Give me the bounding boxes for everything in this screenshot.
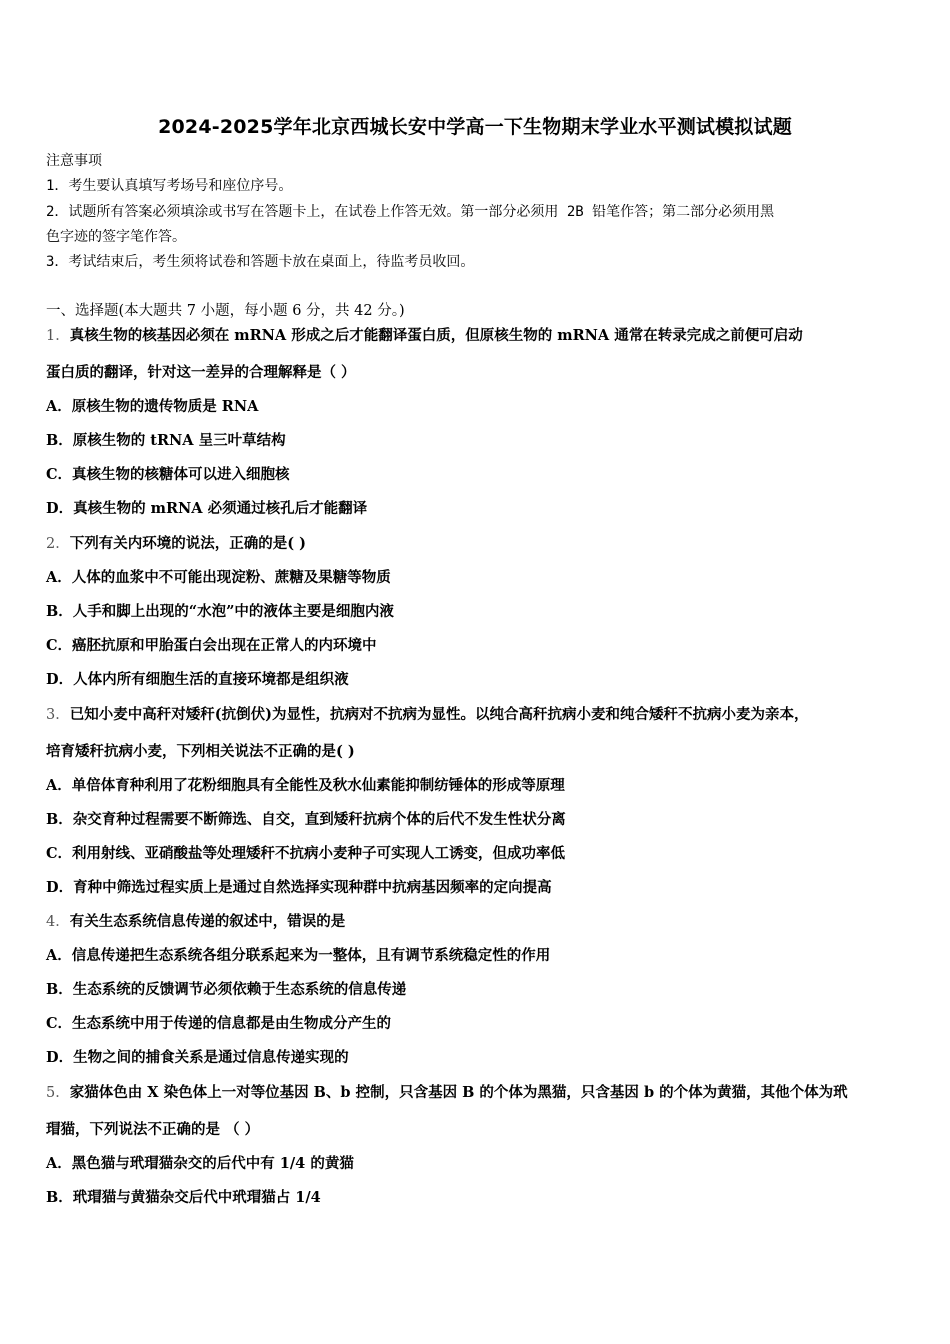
question-3 (46, 705, 916, 725)
section-heading: 一、选择题(本大题共 7 小题，每小题 6 分，共 42 分。) (46, 303, 405, 319)
option-c: C．真核生物的核糖体可以进入细胞核 (46, 466, 290, 483)
question-2 (46, 534, 916, 554)
option-d: D．人体内所有细胞生活的直接环境都是组织液 (46, 671, 349, 688)
option-c: C．癌胚抗原和甲胎蛋白会出现在正常人的内环境中 (46, 637, 377, 654)
notice-item: 1．考生要认真填写考场号和座位序号。 (46, 178, 293, 194)
option-b: B．玳瑁猫与黄猫杂交后代中玳瑁猫占 1/4 (46, 1189, 321, 1206)
question-number: 4． (46, 914, 70, 930)
question-1-cont: 蛋白质的翻译，针对这一差异的合理解释是（ ） (46, 364, 356, 381)
question-4 (46, 912, 916, 932)
option-d: D．育种中筛选过程实质上是通过自然选择实现种群中抗病基因频率的定向提高 (46, 879, 552, 896)
question-number: 1． (46, 328, 70, 344)
notice-heading: 注意事项 (46, 153, 102, 169)
question-text: 家猫体色由 X 染色体上一对等位基因 B、b 控制，只含基因 B 的个体为黑猫，只含基因 b 的个体为黄猫，其他个体为玳 (69, 1084, 848, 1101)
question-number: 2． (46, 536, 70, 552)
notice-item: 色字迹的签字笔作答。 (46, 229, 186, 245)
option-a: A．人体的血浆中不可能出现淀粉、蔗糖及果糖等物质 (46, 569, 391, 586)
question-3-cont: 培育矮秆抗病小麦，下列相关说法不正确的是( ) (46, 743, 355, 760)
option-b: B．人手和脚上出现的“水泡”中的液体主要是细胞内液 (46, 603, 394, 620)
question-5 (46, 1083, 916, 1103)
option-a: A．信息传递把生态系统各组分联系起来为一整体，且有调节系统稳定性的作用 (46, 947, 551, 964)
option-a: A．单倍体育种利用了花粉细胞具有全能性及秋水仙素能抑制纺锤体的形成等原理 (46, 777, 565, 794)
question-5-cont: 瑁猫，下列说法不正确的是 （ ） (46, 1121, 260, 1138)
question-text: 下列有关内环境的说法，正确的是( ) (69, 535, 307, 552)
notice-item: 3．考试结束后，考生须将试卷和答题卡放在桌面上，待监考员收回。 (46, 254, 475, 270)
option-c: C．利用射线、亚硝酸盐等处理矮秆不抗病小麦种子可实现人工诱变，但成功率低 (46, 845, 566, 862)
option-d: D．生物之间的捕食关系是通过信息传递实现的 (46, 1049, 349, 1066)
question-text: 已知小麦中高秆对矮秆(抗倒伏)为显性，抗病对不抗病为显性。以纯合高秆抗病小麦和纯合矮秆不抗病小麦为亲本， (69, 706, 809, 723)
option-b: B．杂交育种过程需要不断筛选、自交，直到矮秆抗病个体的后代不发生性状分离 (46, 811, 566, 828)
question-text: 真核生物的核基因必须在 mRNA 形成之后才能翻译蛋白质，但原核生物的 mRNA 通常在转录完成之前便可启动 (69, 327, 803, 344)
question-text: 有关生态系统信息传递的叙述中，错误的是 (69, 913, 346, 930)
question-number: 5． (46, 1085, 70, 1101)
notice-item: 2．试题所有答案必须填涂或书写在答题卡上，在试卷上作答无效。第一部分必须用 2B 铅笔作答；第二部分必须用黑 (46, 204, 775, 220)
question-1 (46, 326, 916, 346)
option-c: C．生态系统中用于传递的信息都是由生物成分产生的 (46, 1015, 392, 1032)
option-a: A．黑色猫与玳瑁猫杂交的后代中有 1/4 的黄猫 (46, 1155, 354, 1172)
option-b: B．原核生物的 tRNA 呈三叶草结构 (46, 432, 286, 449)
option-b: B．生态系统的反馈调节必须依赖于生态系统的信息传递 (46, 981, 407, 998)
question-number: 3． (46, 707, 70, 723)
page-title: 2024-2025学年北京西城长安中学高一下生物期末学业水平测试模拟试题 (158, 116, 792, 138)
option-d: D．真核生物的 mRNA 必须通过核孔后才能翻译 (46, 500, 368, 517)
option-a: A．原核生物的遗传物质是 RNA (46, 398, 259, 415)
